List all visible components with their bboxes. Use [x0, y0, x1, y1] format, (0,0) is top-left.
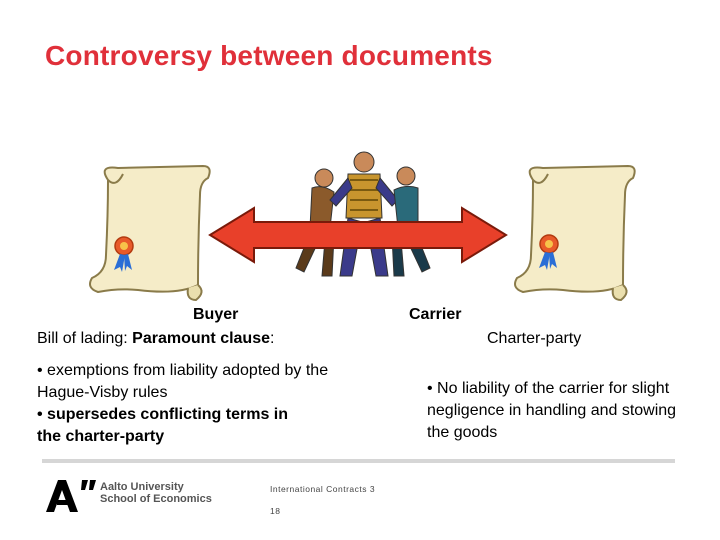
left-scroll-icon: [78, 160, 218, 310]
footer-course: International Contracts 3: [270, 484, 376, 494]
page-number: 18: [270, 506, 281, 516]
carrier-label: Carrier: [409, 306, 462, 323]
right-bullet: • No liability of the carrier for slight negligence in handling and stowing the goods: [427, 380, 677, 441]
school-name: School of Economics: [100, 493, 212, 505]
bill-prefix: Bill of lading:: [37, 330, 133, 347]
double-arrow-icon: [208, 206, 508, 264]
logo-text: [100, 481, 212, 505]
slide-title: Controversy between documents: [45, 40, 493, 71]
university-name: Aalto University: [100, 481, 184, 493]
paramount-clause: Paramount clause: [132, 330, 270, 347]
footer-divider: [42, 459, 675, 463]
aalto-logo-icon: [44, 478, 96, 514]
buyer-label: Buyer: [193, 306, 239, 323]
left-bullet-2: • supersedes conflicting terms in the charter-party: [37, 406, 288, 445]
bill-suffix: :: [270, 330, 275, 347]
charter-party-label: Charter-party: [487, 330, 582, 347]
right-scroll-icon: [503, 160, 643, 310]
bill-of-lading-heading: [37, 330, 274, 348]
left-bullet-1: • exemptions from liability adopted by the Hague-Visby rules: [37, 362, 329, 401]
